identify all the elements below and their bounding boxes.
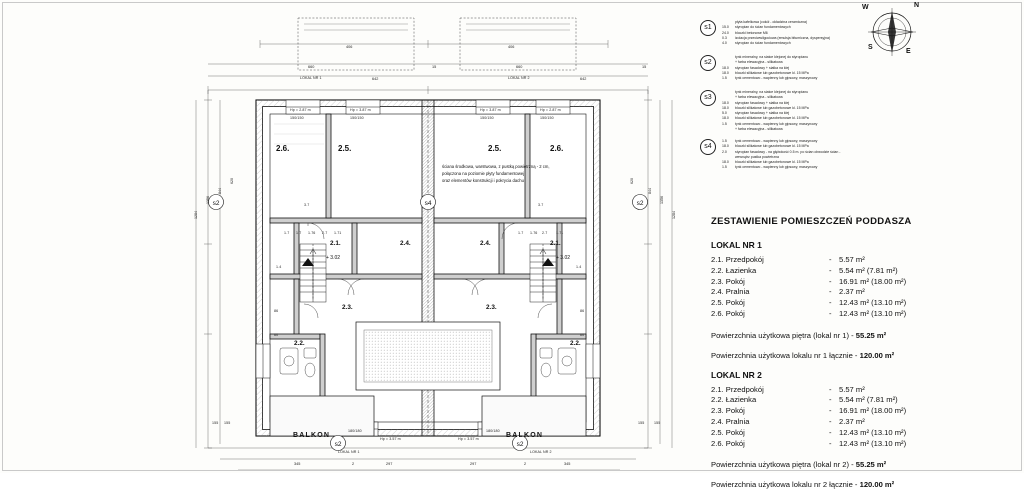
misc-dim-7: 1.76	[530, 231, 538, 235]
side-dim-right-620: 620	[630, 178, 634, 184]
room-name: 2.1. Przedpokój	[711, 384, 764, 394]
bottom-dim-2-left: 2	[352, 462, 355, 466]
legend-num: 18.0	[722, 65, 729, 70]
misc-dim-13: 86	[580, 309, 585, 313]
bottom-dim-345-right: 345	[564, 462, 571, 466]
bottom-small-3: 155	[638, 421, 645, 425]
room-area: 5.57 m²	[839, 255, 865, 264]
lokal-1-total	[711, 351, 1016, 360]
legend-text: tynk cementowo - wapienny lub gipsowy, maszynowy	[735, 76, 818, 80]
legend-text: tynk cementowo - wapienny lub gipsowy, maszynowy	[735, 121, 818, 126]
svg-text:s2: s2	[334, 441, 342, 448]
legend-tag-s2: s2	[700, 55, 716, 71]
legend-lines-s1	[722, 20, 1016, 46]
legend-row-s4	[700, 139, 1016, 171]
svg-text:s2: s2	[516, 441, 524, 448]
lokal-1-room-row	[711, 309, 1016, 320]
side-dim-left-1284: 1284	[194, 211, 198, 219]
room-name: 2.5. Pokój	[711, 298, 745, 308]
legend-text: tynk mineralny, na siatce klejonej do styropianu	[735, 90, 809, 94]
room-area: 5.54 m² (7.81 m²)	[839, 395, 898, 405]
dash: -	[829, 384, 832, 394]
lokal-1-floor-sum-label: Powierzchnia użytkowa piętra (lokal nr 1) -	[711, 330, 854, 340]
legend-num: 1.5	[722, 76, 727, 80]
legend-num: 18.0	[722, 105, 729, 110]
legend-num: 18.0	[722, 160, 729, 164]
legend-num: 18.0	[722, 100, 729, 105]
top-dim-406-left: 406	[346, 45, 353, 49]
legend-text: + farba elewacyjna - silikatowa	[735, 95, 783, 100]
legend-text: styropian fasadowy + siatka na klej	[735, 100, 790, 105]
misc-dim-11: 60	[580, 333, 585, 337]
legend-text: bloczki silikatowe lub gazobetonowe kl. 15 MPa	[735, 144, 809, 149]
legend-text: styropian do ścian fundamentowych	[735, 41, 791, 45]
lintel-2: Hp = 3.87 m	[350, 108, 371, 112]
legend-text: styropian fasadowy + siatka na klej	[735, 111, 790, 115]
legend-text: tynk cementowo - wapienny lub gipsowy, maszynowy	[735, 165, 818, 170]
room-label-2-4-left: 2.4.	[400, 240, 411, 247]
lokal-2-total-label: Powierzchnia użytkowa lokalu nr 2 łącznie -	[711, 480, 858, 489]
legend-lines-s2	[722, 55, 1016, 81]
lokal-1-floor-sum	[711, 331, 1016, 340]
legend-num: 4.0	[722, 41, 727, 45]
room-area: 12.43 m² (13.10 m²)	[839, 308, 907, 318]
bottom-dim-345-left: 345	[294, 462, 301, 466]
lokal-1-floor-sum-value: 55.25 m²	[855, 330, 887, 340]
room-schedule	[711, 216, 1016, 489]
legend-text: tynk cementowo - wapienny lub gipsowy, maszynowy	[735, 139, 818, 143]
lintel-1: Hp = 2.87 m	[290, 108, 311, 112]
window-dim-3: 150/150	[480, 116, 494, 120]
lokal-2-floor-sum-label: Powierzchnia użytkowa piętra (lokal nr 2) -	[711, 460, 854, 470]
legend-num: 2.0	[722, 149, 727, 154]
room-area: 12.43 m² (13.10 m²)	[839, 298, 907, 308]
schedule-title: ZESTAWIENIE POMIESZCZEŃ PODDASZA	[711, 216, 912, 227]
lokal-2-total-value: 120.00 m²	[859, 480, 895, 489]
lokal-2-room-row	[711, 439, 1016, 450]
top-dim-15-left: 15	[432, 65, 437, 69]
lokal-2-room-row	[711, 417, 1016, 428]
side-dim-left-1356: 1356	[206, 196, 210, 204]
window-dim-2: 150/150	[350, 116, 364, 120]
lokal-1-total-value: 120.00 m²	[859, 350, 895, 360]
top-dim-660-right: 660	[516, 65, 523, 69]
compass-label-s: S	[868, 44, 873, 51]
side-dim-left-844: 844	[218, 188, 222, 194]
bottom-dim-2-right: 2	[524, 462, 527, 466]
room-label-2-6-right: 2.6.	[550, 144, 564, 153]
room-name: 2.2. Łazienka	[711, 265, 757, 275]
dash: -	[829, 406, 832, 416]
misc-dim-1: 1.7	[284, 231, 290, 235]
room-name: 2.5. Pokój	[711, 427, 745, 437]
room-label-2-3-right: 2.3.	[486, 304, 497, 311]
lintel-4: Hp = 2.87 m	[540, 108, 561, 112]
room-name: 2.1. Przedpokój	[711, 255, 764, 264]
lokal-1-room-row	[711, 266, 1016, 277]
misc-dim-17: 1.4	[576, 265, 582, 269]
lokal-1-total-label: Powierzchnia użytkowa lokalu nr 1 łącznie -	[711, 350, 858, 360]
legend-row-s3	[700, 90, 1016, 132]
misc-dim-15: 3.7	[538, 203, 544, 207]
lokal-2-heading: LOKAL NR 2	[711, 369, 762, 380]
side-dim-left-620: 620	[230, 178, 234, 184]
floor-plan	[8, 4, 698, 470]
room-name: 2.6. Pokój	[711, 308, 745, 318]
room-label-2-6-left: 2.6.	[276, 144, 290, 153]
room-area: 5.54 m² (7.81 m²)	[839, 265, 898, 275]
room-label-2-5-left: 2.5.	[338, 144, 352, 153]
top-dim-406-right: 406	[508, 45, 515, 49]
balcony-right-label: BALKON	[506, 432, 544, 439]
legend-num: 1.5	[722, 165, 727, 170]
legend-num: 24.0	[722, 30, 729, 35]
room-name: 2.3. Pokój	[711, 406, 745, 416]
legend-text: tynk mineralny, na siatce klejonej do styropianu	[735, 55, 809, 59]
legend-num: 1.5	[722, 139, 727, 143]
bottom-small-4: 155	[654, 421, 661, 425]
bottom-window-dim-right: 180/180	[486, 429, 500, 433]
svg-text:s4: s4	[424, 200, 432, 207]
bottom-dim-297-left: 297	[386, 462, 393, 466]
legend-text: styropian fasadowy + siatka na klej	[735, 65, 790, 70]
top-dim-660-left: 660	[308, 65, 315, 69]
balcony-left-label: BALKON	[293, 432, 331, 439]
bottom-lintel-right: Hp = 3.57 m	[458, 437, 479, 441]
window-dim-4: 150/150	[540, 116, 554, 120]
lokal-1-room-row	[711, 287, 1016, 298]
legend-tag-s4: s4	[700, 139, 716, 155]
lokal-1-room-row	[711, 255, 1016, 266]
legend-row-s2	[700, 55, 1016, 83]
lokal-1-room-row	[711, 277, 1016, 288]
legend-num: 1.5	[722, 121, 727, 126]
room-name: 2.3. Pokój	[711, 276, 745, 286]
legend-text: bloczki silikatowe lub gazobetonowe kl. 15 MPa	[735, 160, 809, 164]
misc-dim-8: 2.7	[542, 231, 548, 235]
room-label-2-1-right: 2.1.	[550, 240, 561, 247]
compass-label-w: W	[862, 4, 869, 11]
compass-label-e: E	[906, 48, 911, 55]
center-note-line-1: ściana środkowa, warstwowa, z pustką powietrzną - 2 cm,	[442, 164, 550, 169]
dash: -	[829, 438, 832, 448]
bottom-small-2: 155	[224, 421, 231, 425]
legend-num: 0.3	[722, 35, 727, 40]
legend-row-s1	[700, 20, 1016, 48]
side-dim-right-844: 844	[648, 188, 652, 194]
lokal-1-heading: LOKAL NR 1	[711, 240, 762, 250]
misc-dim-3: 1.76	[308, 231, 316, 235]
svg-text:s2: s2	[212, 200, 220, 207]
floor-plan-drawing	[8, 4, 698, 470]
dash: -	[829, 255, 832, 264]
dash: -	[829, 427, 832, 437]
legend-text: styropian fasadowy - na głębokość 0.5 m. po ścian obwodzie ścian -	[735, 149, 841, 154]
dash: -	[829, 287, 832, 297]
room-area: 12.43 m² (13.10 m²)	[839, 427, 907, 437]
legend-text: styropian do ścian fundamentowych	[735, 25, 791, 30]
room-label-2-1-left: 2.1.	[330, 240, 341, 247]
dash: -	[829, 265, 832, 275]
compass-label-n: N	[914, 2, 920, 9]
room-label-2-4-right: 2.4.	[480, 240, 491, 247]
room-area: 16.91 m² (18.00 m²)	[839, 406, 907, 416]
misc-dim-4: 2.7	[322, 231, 328, 235]
top-label-lokal-1: LOKAL NR 1	[300, 76, 322, 80]
room-area: 2.37 m²	[839, 417, 865, 427]
misc-dim-5: 1.71	[334, 231, 342, 235]
top-dim-15-right: 15	[642, 65, 647, 69]
top-label-lokal-2: LOKAL NR 2	[508, 76, 530, 80]
room-name: 2.2. Łazienka	[711, 395, 757, 405]
room-label-2-3-left: 2.3.	[342, 304, 353, 311]
legend-text: + farba elewacyjna - silikatowa	[735, 126, 783, 131]
lokal-2-total	[711, 480, 1016, 489]
legend-text: wewnątrz pustka powietrzna	[735, 154, 779, 159]
bottom-small-1: 155	[212, 421, 219, 425]
dash: -	[829, 395, 832, 405]
wall-build-up-legend	[700, 20, 1016, 178]
legend-text: + farba elewacyjna - silikatowa	[735, 60, 783, 65]
center-note-line-3: oraz elementów konstrukcji i pokrycia dachu	[442, 178, 524, 183]
legend-text: bloczki betonowe M6	[735, 30, 768, 35]
legend-lines-s4	[722, 139, 1016, 171]
dash: -	[829, 298, 832, 308]
bottom-dim-297-right: 297	[470, 462, 477, 466]
legend-lines-s3	[722, 90, 1016, 132]
svg-text:s2: s2	[636, 200, 644, 207]
room-area: 5.57 m²	[839, 384, 865, 394]
legend-num: 18.0	[722, 70, 729, 75]
side-dim-right-1356: 1356	[660, 196, 664, 204]
room-name: 2.6. Pokój	[711, 438, 745, 448]
bottom-window-dim-left: 180/180	[348, 429, 362, 433]
lokal-2-room-row	[711, 406, 1016, 417]
legend-text: izolacja przeciwwilgociowa (emulsja bitumiczna, dyspersyjna)	[735, 35, 831, 40]
window-dim-1: 150/150	[290, 116, 304, 120]
level-right: + 3.02	[556, 255, 571, 261]
misc-dim-14: 3.7	[304, 203, 310, 207]
lokal-2-room-row	[711, 385, 1016, 396]
room-label-2-2-right: 2.2.	[570, 340, 581, 347]
bottom-label-lokal-2: LOKAL NR 2	[530, 450, 552, 454]
legend-num: 15.0	[722, 25, 729, 30]
room-area: 12.43 m² (13.10 m²)	[839, 438, 907, 448]
legend-text: bloczki silikatowe lub gazobetonowe kl. 15 MPa	[735, 70, 809, 75]
side-dim-right-1284: 1284	[672, 211, 676, 219]
legend-text: bloczki silikatowe lub gazobetonowe kl. 15 MPa	[735, 105, 809, 110]
room-name: 2.4. Pralnia	[711, 287, 750, 297]
lokal-2-floor-sum	[711, 460, 1016, 469]
lokal-2-floor-sum-value: 55.25 m²	[855, 460, 887, 470]
legend-tag-s3: s3	[700, 90, 716, 106]
dash: -	[829, 308, 832, 318]
bottom-lintel-left: Hp = 3.57 m	[380, 437, 401, 441]
legend-text: płyta kafelkowa (cokół - okładzina ceramiczna)	[735, 20, 808, 24]
misc-dim-6: 1.7	[518, 231, 524, 235]
lintel-3: Hp = 3.87 m	[480, 108, 501, 112]
lokal-2-room-row	[711, 428, 1016, 439]
legend-text: bloczki silikatowe lub gazobetonowe kl. 15 MPa	[735, 116, 809, 121]
room-area: 2.37 m²	[839, 287, 865, 297]
lokal-2-room-row	[711, 395, 1016, 406]
center-note-line-2: połączona na poziomie płyty fundamentowej	[442, 171, 525, 176]
dash: -	[829, 417, 832, 427]
legend-tag-s1: s1	[700, 20, 716, 36]
lokal-1-room-row	[711, 298, 1016, 309]
room-area: 16.91 m² (18.00 m²)	[839, 276, 907, 286]
misc-dim-12: 86	[274, 309, 279, 313]
top-dim-642-right: 642	[580, 77, 587, 81]
room-name: 2.4. Pralnia	[711, 417, 750, 427]
legend-num: 18.0	[722, 116, 729, 121]
legend-num: 18.0	[722, 144, 729, 149]
top-dim-642-left: 642	[372, 77, 379, 81]
legend-num: 5.0	[722, 111, 727, 115]
room-label-2-5-right: 2.5.	[488, 144, 502, 153]
dash: -	[829, 276, 832, 286]
level-left: + 3.02	[326, 255, 341, 261]
bottom-label-lokal-1: LOKAL NR 1	[338, 450, 360, 454]
room-label-2-2-left: 2.2.	[294, 340, 305, 347]
misc-dim-2: 1.7	[296, 231, 302, 235]
misc-dim-16: 1.4	[276, 265, 282, 269]
misc-dim-10: 60	[274, 333, 279, 337]
misc-dim-9: 1.71	[556, 231, 564, 235]
